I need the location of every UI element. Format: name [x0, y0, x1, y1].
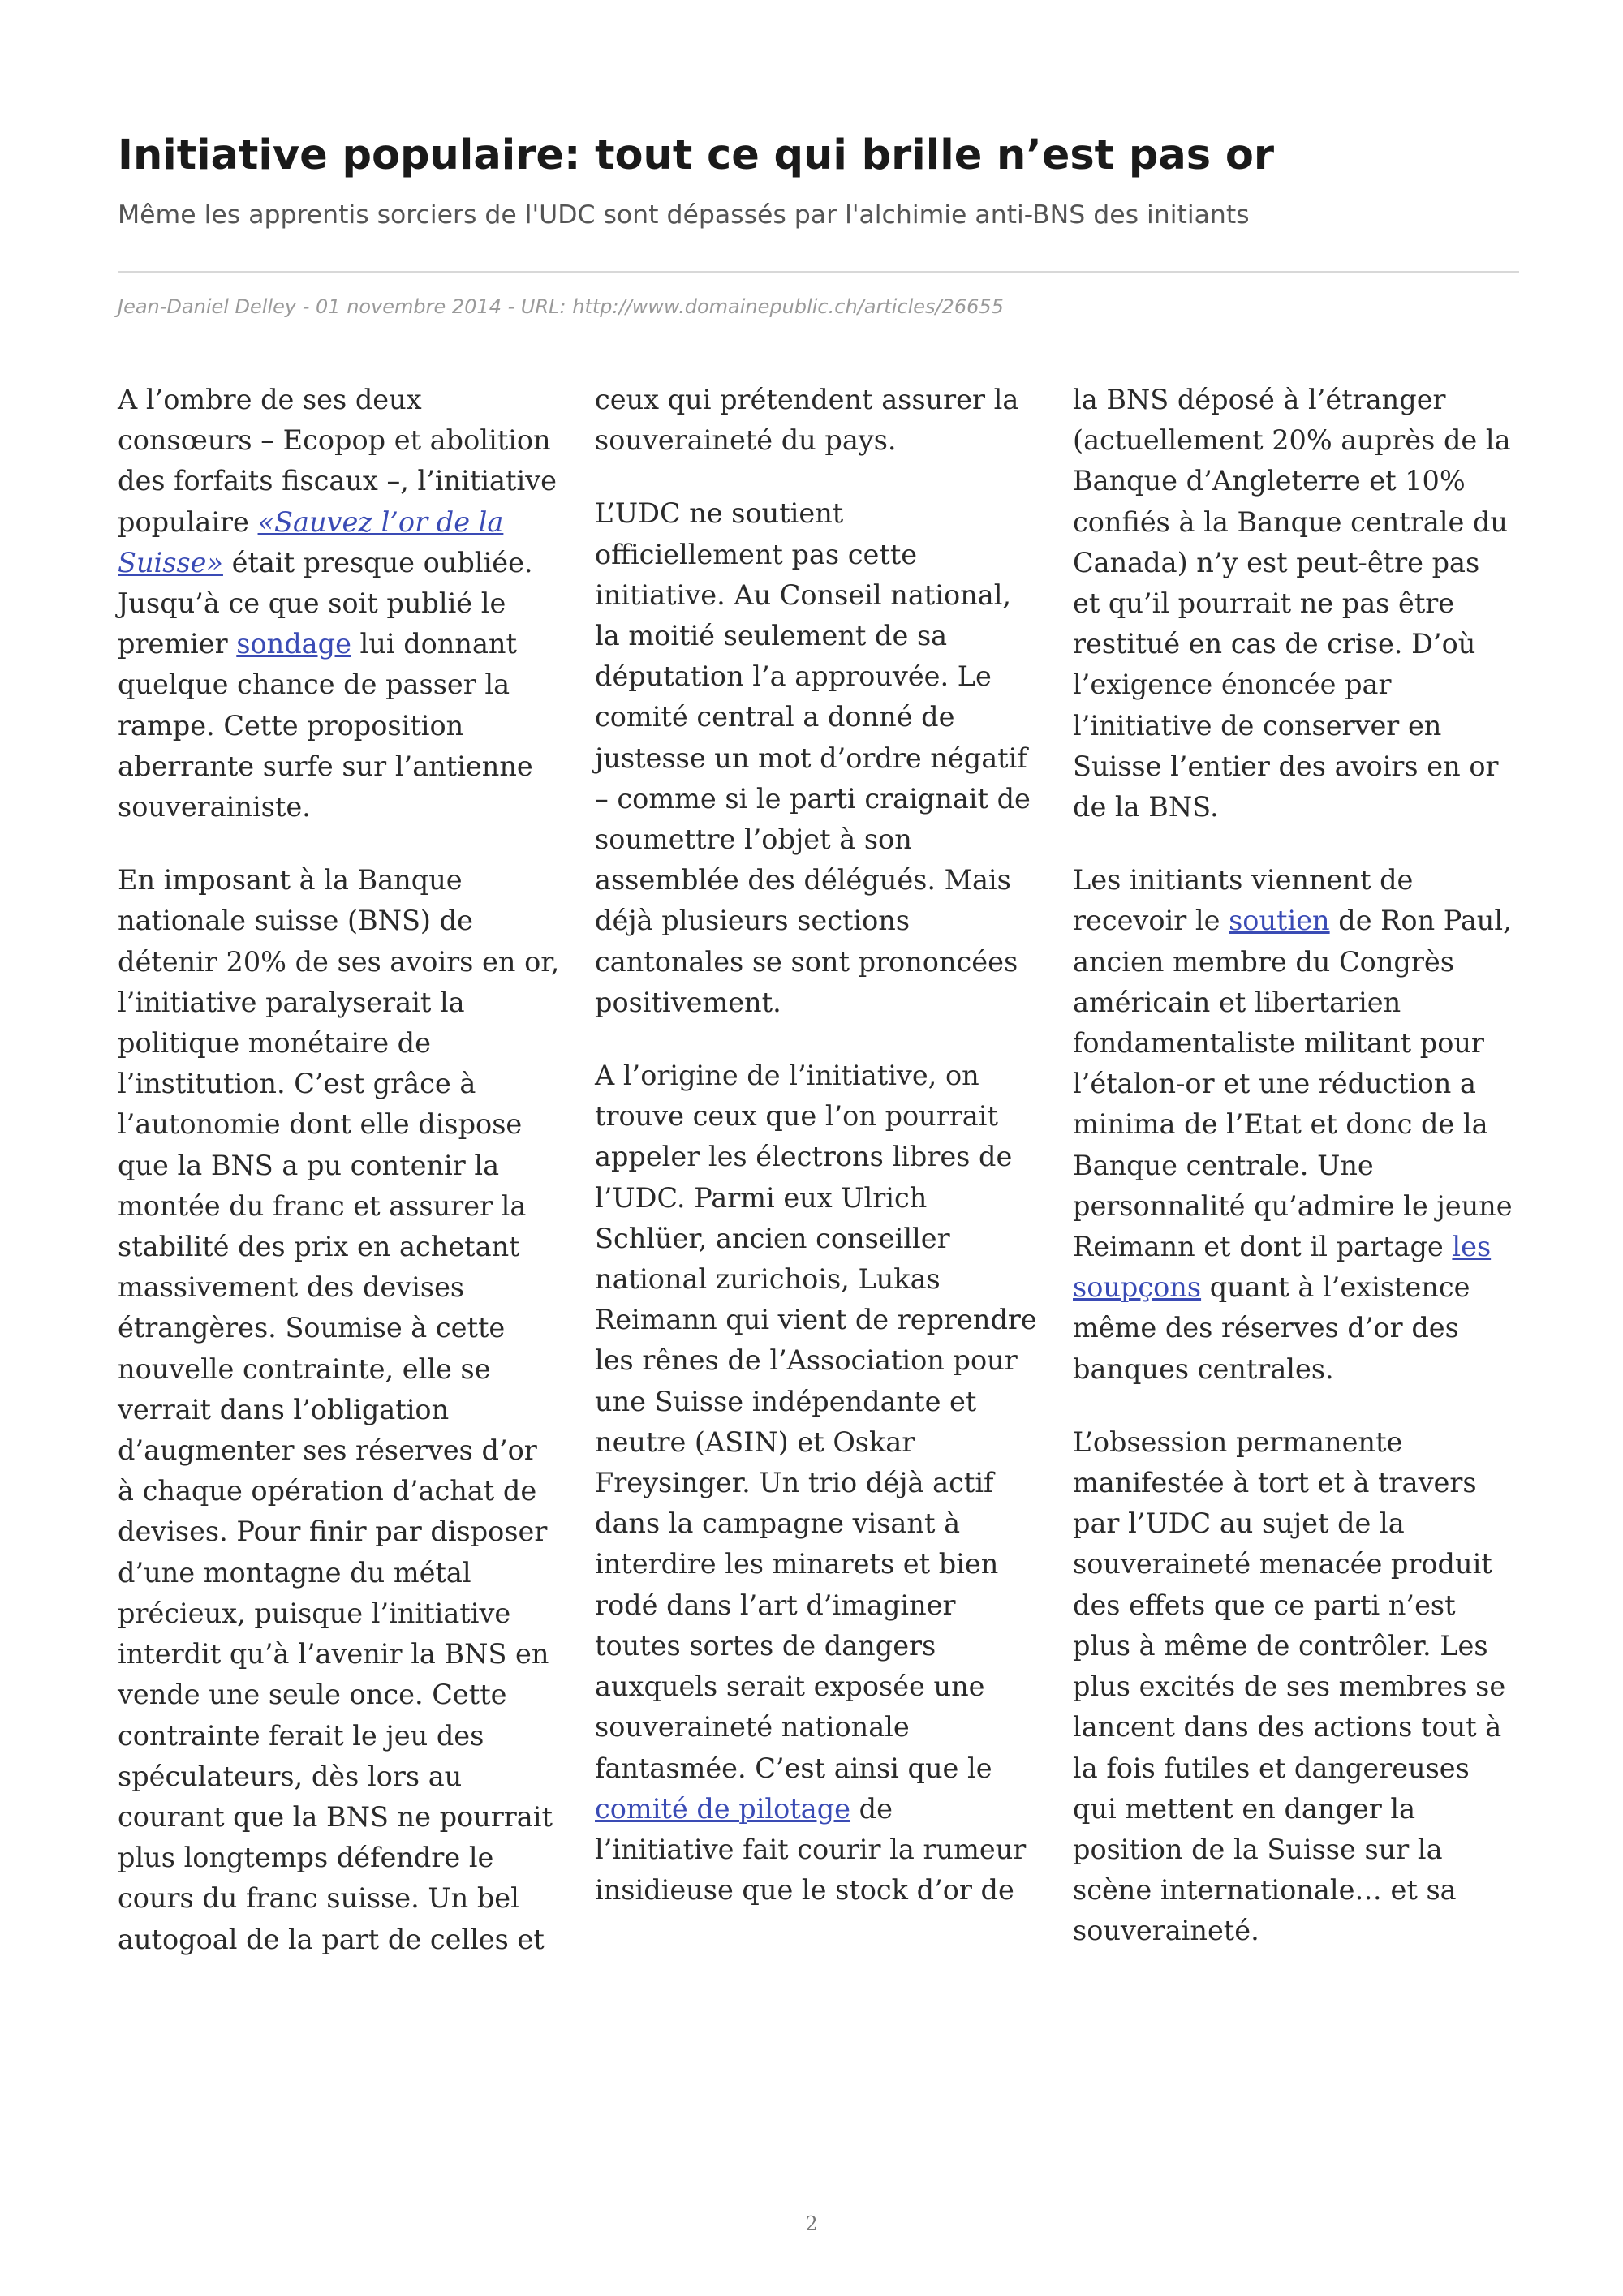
article-meta: Jean-Daniel Delley - 01 novembre 2014 - URL: http://www.domainepublic.ch/articles/26655 — [118, 295, 1004, 318]
paragraph-5: Les initiants viennent de recevoir le soutien de Ron Paul, ancien membre du Congrès américain et libertarien fondamentaliste militant pour l’étalon-or et une réduction a minima de l’Etat et donc de la Banque centrale. Une personnalité qu’admire le jeune Reimann et dont il partage les soupçons quant à l’existence même des réserves d’or des banques centrales. — [1073, 864, 1513, 1385]
page-number: 2 — [805, 2212, 818, 2235]
link-soutien[interactable]: soutien — [1229, 905, 1330, 937]
column-1 — [118, 380, 560, 1993]
paragraph-3: L’UDC ne soutient officiellement pas cette initiative. Au Conseil national, la moitié seulement de sa députation l’a approuvée. Le comité central a donné de justesse un mot d’ordre négatif – comme si le parti craignait de soumettre l’objet à son assemblée des délégués. Mais déjà plusieurs sections cantonales se sont prononcées positivement. — [595, 497, 1031, 1018]
header-divider — [118, 271, 1519, 273]
paragraph-6: L’obsession permanente manifestée à tort et à travers par l’UDC au sujet de la souveraineté menacée produit des effets que ce parti n’est plus à même de contrôler. Les plus excités de ses membres se lancent dans des actions tout à la fois futiles et dangereuses qui mettent en danger la position de la Suisse sur la scène internationale… et sa souveraineté. — [1073, 1425, 1506, 1947]
column-3 — [1073, 380, 1515, 1984]
column-2 — [595, 380, 1037, 1943]
link-les-soupcons[interactable]: les soupçons — [1073, 1231, 1492, 1304]
link-sondage[interactable]: sondage — [236, 628, 351, 660]
article-subtitle: Même les apprentis sorciers de l'UDC sont dépassés par l'alchimie anti-BNS des initiants — [118, 200, 1250, 230]
link-sauvez-or[interactable]: «Sauvez l’or de la Suisse» — [118, 505, 504, 578]
link-comite-pilotage[interactable]: comité de pilotage — [595, 1792, 851, 1825]
article-title: Initiative populaire: tout ce qui brille n’est pas or — [118, 131, 1275, 179]
paragraph-4: A l’origine de l’initiative, on trouve ceux que l’on pourrait appeler les électrons libres de l’UDC. Parmi eux Ulrich Schlüer, ancien conseiller national zurichois, Lukas Reimann qui vient de reprendre les rênes de l’Association pour une Suisse indépendante et neutre (ASIN) et Oskar Freysinger. Un trio déjà actif dans la campagne visant à interdire les minarets et bien rodé dans l’art d’imaginer toutes sortes de dangers auxquels serait exposée une souveraineté nationale fantasmée. C’est ainsi que le comité de pilotage de l’initiative fait courir la rumeur insidieuse que le stock d’or de — [595, 1060, 1037, 1907]
paragraph-4-continued: la BNS déposé à l’étranger (actuellement 20% auprès de la Banque d’Angleterre et 10% confiés à la Banque centrale du Canada) n’y est peut-être pas et qu’il pourrait ne pas être restitué en cas de crise. D’où l’exigence énoncée par l’initiative de conserver en Suisse l’entier des avoirs en or de la BNS. — [1073, 384, 1511, 823]
paragraph-2: En imposant à la Banque nationale suisse (BNS) de détenir 20% de ses avoirs en or, l’initiative paralyserait la politique monétaire de l’institution. C’est grâce à l’autonomie dont elle dispose que la BNS a pu contenir la montée du franc et assurer la stabilité des prix en achetant massivement des devises étrangères. Soumise à cette nouvelle contrainte, elle se verrait dans l’obligation d’augmenter ses réserves d’or à chaque opération d’achat de devises. Pour finir par disposer d’une montagne du métal précieux, puisque l’initiative interdit qu’à l’avenir la BNS en vende une seule once. Cette contrainte ferait le jeu des spéculateurs, dès lors au courant que la BNS ne pourrait plus longtemps défendre le cours du franc suisse. Un bel autogoal de la part de celles et — [118, 864, 560, 1955]
paragraph-1: A l’ombre de ses deux consœurs – Ecopop et abolition des forfaits fiscaux –, l’initiative populaire «Sauvez l’or de la Suisse» était presque oubliée. Jusqu’à ce que soit publié le premier sondage lui donnant quelque chance de passer la rampe. Cette proposition aberrante surfe sur l’antienne souverainiste. — [118, 384, 557, 823]
paragraph-2-continued: ceux qui prétendent assurer la souveraineté du pays. — [595, 384, 1019, 457]
